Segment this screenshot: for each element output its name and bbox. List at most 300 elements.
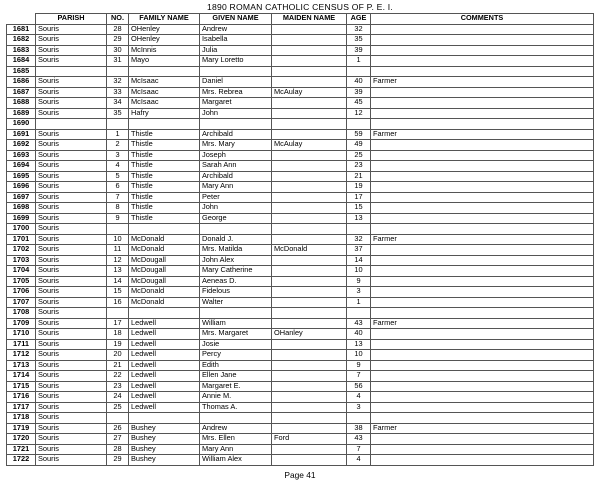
family-name-cell: Thistle (129, 213, 200, 224)
given-name-cell: Mrs. Matilda (200, 245, 272, 256)
maiden-name-cell (272, 371, 347, 382)
comments-cell (371, 297, 594, 308)
maiden-name-cell (272, 77, 347, 88)
row-number: 1716 (7, 392, 36, 403)
family-name-cell: Ledwell (129, 392, 200, 403)
parish-cell: Souris (36, 423, 107, 434)
comments-cell (371, 371, 594, 382)
no-cell: 29 (107, 455, 129, 466)
no-cell: 23 (107, 381, 129, 392)
maiden-name-cell (272, 150, 347, 161)
maiden-name-cell (272, 45, 347, 56)
row-number: 1684 (7, 56, 36, 67)
given-name-cell: Sarah Ann (200, 161, 272, 172)
parish-cell: Souris (36, 87, 107, 98)
given-name-cell: Daniel (200, 77, 272, 88)
table-row (7, 276, 594, 287)
family-name-cell: McDonald (129, 234, 200, 245)
no-cell: 13 (107, 266, 129, 277)
comments-cell (371, 140, 594, 151)
parish-cell: Souris (36, 402, 107, 413)
family-name-cell: McDougall (129, 276, 200, 287)
age-cell: 39 (347, 87, 371, 98)
parish-cell: Souris (36, 392, 107, 403)
comments-cell (371, 161, 594, 172)
no-cell: 31 (107, 56, 129, 67)
row-number: 1696 (7, 182, 36, 193)
age-cell (347, 119, 371, 130)
maiden-name-cell (272, 402, 347, 413)
no-cell: 1 (107, 129, 129, 140)
comments-cell (371, 266, 594, 277)
table-row (7, 245, 594, 256)
row-number: 1711 (7, 339, 36, 350)
maiden-name-cell (272, 266, 347, 277)
no-cell: 21 (107, 360, 129, 371)
row-number: 1710 (7, 329, 36, 340)
no-cell: 28 (107, 24, 129, 35)
maiden-name-cell (272, 360, 347, 371)
row-number: 1706 (7, 287, 36, 298)
family-name-cell: McDougall (129, 266, 200, 277)
row-number: 1701 (7, 234, 36, 245)
no-cell: 14 (107, 276, 129, 287)
table-row (7, 266, 594, 277)
table-row (7, 150, 594, 161)
parish-cell: Souris (36, 360, 107, 371)
given-name-cell: Isabella (200, 35, 272, 46)
maiden-name-cell (272, 297, 347, 308)
family-name-cell: Ledwell (129, 350, 200, 361)
given-name-cell: Mrs. Ellen (200, 434, 272, 445)
parish-cell: Souris (36, 56, 107, 67)
row-number: 1719 (7, 423, 36, 434)
comments-cell (371, 66, 594, 77)
row-number: 1713 (7, 360, 36, 371)
row-number: 1691 (7, 129, 36, 140)
family-name-cell: Mayo (129, 56, 200, 67)
age-cell: 7 (347, 444, 371, 455)
parish-cell: Souris (36, 108, 107, 119)
family-name-cell: McIsaac (129, 98, 200, 109)
comments-cell (371, 213, 594, 224)
family-name-cell: Ledwell (129, 402, 200, 413)
age-cell: 13 (347, 213, 371, 224)
table-row (7, 35, 594, 46)
table-row (7, 392, 594, 403)
family-name-cell: Ledwell (129, 381, 200, 392)
age-cell: 9 (347, 360, 371, 371)
maiden-name-cell (272, 203, 347, 214)
parish-cell: Souris (36, 161, 107, 172)
maiden-name-cell (272, 119, 347, 130)
age-cell: 19 (347, 182, 371, 193)
table-row (7, 234, 594, 245)
census-body (7, 24, 594, 465)
table-row (7, 297, 594, 308)
no-cell: 11 (107, 245, 129, 256)
given-name-cell: Aeneas D. (200, 276, 272, 287)
no-cell: 3 (107, 150, 129, 161)
no-cell: 24 (107, 392, 129, 403)
comments-cell: Farmer (371, 318, 594, 329)
parish-cell: Souris (36, 182, 107, 193)
comments-cell (371, 413, 594, 424)
comments-cell (371, 203, 594, 214)
maiden-name-cell (272, 318, 347, 329)
maiden-name-cell (272, 224, 347, 235)
comments-cell (371, 182, 594, 193)
no-cell: 20 (107, 350, 129, 361)
age-cell: 17 (347, 192, 371, 203)
comments-cell (371, 171, 594, 182)
no-cell: 5 (107, 171, 129, 182)
no-cell: 27 (107, 434, 129, 445)
row-number: 1712 (7, 350, 36, 361)
row-number: 1722 (7, 455, 36, 466)
maiden-name-cell (272, 108, 347, 119)
given-name-cell: John Alex (200, 255, 272, 266)
parish-cell: Souris (36, 444, 107, 455)
table-row (7, 339, 594, 350)
given-name-cell: Josie (200, 339, 272, 350)
given-name-cell: Mrs. Mary (200, 140, 272, 151)
comments-cell (371, 56, 594, 67)
no-cell: 33 (107, 87, 129, 98)
table-row (7, 182, 594, 193)
row-number: 1708 (7, 308, 36, 319)
comments-cell (371, 245, 594, 256)
given-name-cell: Andrew (200, 24, 272, 35)
row-number: 1690 (7, 119, 36, 130)
age-cell: 4 (347, 455, 371, 466)
no-cell: 29 (107, 35, 129, 46)
age-cell (347, 413, 371, 424)
comments-cell (371, 119, 594, 130)
family-name-cell: Ledwell (129, 360, 200, 371)
maiden-name-cell (272, 423, 347, 434)
given-name-cell: Walter (200, 297, 272, 308)
parish-cell: Souris (36, 287, 107, 298)
row-number: 1685 (7, 66, 36, 77)
table-row (7, 98, 594, 109)
age-cell: 40 (347, 329, 371, 340)
maiden-name-cell (272, 182, 347, 193)
age-cell: 21 (347, 171, 371, 182)
column-header-age: AGE (347, 14, 371, 25)
row-number: 1689 (7, 108, 36, 119)
maiden-name-cell (272, 98, 347, 109)
age-cell: 23 (347, 161, 371, 172)
parish-cell: Souris (36, 140, 107, 151)
comments-cell (371, 444, 594, 455)
row-number: 1694 (7, 161, 36, 172)
given-name-cell (200, 66, 272, 77)
row-number: 1682 (7, 35, 36, 46)
table-row (7, 318, 594, 329)
no-cell: 17 (107, 318, 129, 329)
family-name-cell (129, 66, 200, 77)
age-cell: 40 (347, 77, 371, 88)
comments-cell (371, 381, 594, 392)
no-cell: 9 (107, 213, 129, 224)
table-row (7, 350, 594, 361)
parish-cell: Souris (36, 192, 107, 203)
family-name-cell: Hafry (129, 108, 200, 119)
given-name-cell: John (200, 108, 272, 119)
comments-cell (371, 108, 594, 119)
given-name-cell: Mrs. Rebrea (200, 87, 272, 98)
family-name-cell: McDonald (129, 245, 200, 256)
given-name-cell: Annie M. (200, 392, 272, 403)
column-header-comments: COMMENTS (371, 14, 594, 25)
comments-cell (371, 224, 594, 235)
given-name-cell: Andrew (200, 423, 272, 434)
age-cell: 4 (347, 392, 371, 403)
comments-cell: Farmer (371, 234, 594, 245)
table-row (7, 255, 594, 266)
comments-cell (371, 24, 594, 35)
comments-cell (371, 35, 594, 46)
page-number: Page 41 (284, 470, 316, 480)
column-header-maiden-name: MAIDEN NAME (272, 14, 347, 25)
parish-cell: Souris (36, 98, 107, 109)
parish-cell: Souris (36, 77, 107, 88)
given-name-cell: Mrs. Margaret (200, 329, 272, 340)
maiden-name-cell (272, 171, 347, 182)
no-cell: 2 (107, 140, 129, 151)
family-name-cell: OHenley (129, 24, 200, 35)
maiden-name-cell (272, 455, 347, 466)
row-number: 1720 (7, 434, 36, 445)
parish-cell: Souris (36, 308, 107, 319)
given-name-cell: Margaret E. (200, 381, 272, 392)
given-name-cell (200, 119, 272, 130)
table-row (7, 371, 594, 382)
comments-cell (371, 329, 594, 340)
maiden-name-cell (272, 24, 347, 35)
family-name-cell (129, 308, 200, 319)
age-cell: 13 (347, 339, 371, 350)
row-number: 1709 (7, 318, 36, 329)
family-name-cell: McInnis (129, 45, 200, 56)
given-name-cell: Margaret (200, 98, 272, 109)
comments-cell: Farmer (371, 423, 594, 434)
comments-cell (371, 276, 594, 287)
table-row (7, 66, 594, 77)
comments-cell (371, 287, 594, 298)
parish-cell (36, 66, 107, 77)
family-name-cell: Ledwell (129, 339, 200, 350)
table-row (7, 434, 594, 445)
age-cell: 37 (347, 245, 371, 256)
maiden-name-cell (272, 413, 347, 424)
no-cell: 28 (107, 444, 129, 455)
age-cell: 32 (347, 24, 371, 35)
no-cell (107, 224, 129, 235)
family-name-cell (129, 224, 200, 235)
table-row (7, 444, 594, 455)
maiden-name-cell (272, 129, 347, 140)
parish-cell: Souris (36, 150, 107, 161)
no-cell (107, 119, 129, 130)
age-cell: 12 (347, 108, 371, 119)
family-name-cell: McDonald (129, 287, 200, 298)
comments-cell (371, 87, 594, 98)
maiden-name-cell (272, 35, 347, 46)
no-cell (107, 66, 129, 77)
parish-cell: Souris (36, 350, 107, 361)
given-name-cell: William (200, 318, 272, 329)
table-row (7, 213, 594, 224)
maiden-name-cell (272, 339, 347, 350)
row-number: 1686 (7, 77, 36, 88)
comments-cell (371, 360, 594, 371)
comments-cell (371, 308, 594, 319)
maiden-name-cell (272, 381, 347, 392)
table-row (7, 171, 594, 182)
given-name-cell: Mary Ann (200, 182, 272, 193)
family-name-cell (129, 413, 200, 424)
comments-cell (371, 402, 594, 413)
age-cell: 10 (347, 350, 371, 361)
row-number: 1714 (7, 371, 36, 382)
age-cell: 35 (347, 35, 371, 46)
given-name-cell: Joseph (200, 150, 272, 161)
family-name-cell: Thistle (129, 161, 200, 172)
family-name-cell: Thistle (129, 192, 200, 203)
row-number: 1703 (7, 255, 36, 266)
table-row (7, 287, 594, 298)
maiden-name-cell (272, 213, 347, 224)
header-row (7, 14, 594, 25)
age-cell: 56 (347, 381, 371, 392)
family-name-cell: OHenley (129, 35, 200, 46)
table-row (7, 381, 594, 392)
no-cell: 35 (107, 108, 129, 119)
row-number: 1687 (7, 87, 36, 98)
row-number: 1718 (7, 413, 36, 424)
row-number: 1693 (7, 150, 36, 161)
parish-cell: Souris (36, 434, 107, 445)
given-name-cell: Mary Ann (200, 444, 272, 455)
no-cell: 19 (107, 339, 129, 350)
age-cell: 3 (347, 287, 371, 298)
age-cell: 3 (347, 402, 371, 413)
family-name-cell: Thistle (129, 129, 200, 140)
comments-cell (371, 339, 594, 350)
parish-cell: Souris (36, 318, 107, 329)
family-name-cell: McDonald (129, 297, 200, 308)
table-row (7, 108, 594, 119)
comments-cell (371, 350, 594, 361)
age-cell: 49 (347, 140, 371, 151)
maiden-name-cell (272, 392, 347, 403)
no-cell: 8 (107, 203, 129, 214)
row-number: 1707 (7, 297, 36, 308)
table-row (7, 192, 594, 203)
parish-cell: Souris (36, 171, 107, 182)
age-cell: 1 (347, 56, 371, 67)
no-cell: 4 (107, 161, 129, 172)
maiden-name-cell: McDonald (272, 245, 347, 256)
given-name-cell (200, 224, 272, 235)
row-number: 1721 (7, 444, 36, 455)
table-row (7, 308, 594, 319)
parish-cell: Souris (36, 329, 107, 340)
maiden-name-cell (272, 308, 347, 319)
given-name-cell: Edith (200, 360, 272, 371)
age-cell: 9 (347, 276, 371, 287)
no-cell: 15 (107, 287, 129, 298)
page-title: 1890 ROMAN CATHOLIC CENSUS OF P. E. I. (207, 2, 393, 12)
header-corner (7, 14, 36, 25)
maiden-name-cell (272, 56, 347, 67)
row-number: 1705 (7, 276, 36, 287)
given-name-cell: Thomas A. (200, 402, 272, 413)
age-cell (347, 66, 371, 77)
no-cell: 16 (107, 297, 129, 308)
comments-cell (371, 192, 594, 203)
maiden-name-cell (272, 444, 347, 455)
family-name-cell: Ledwell (129, 318, 200, 329)
table-row (7, 129, 594, 140)
age-cell: 45 (347, 98, 371, 109)
given-name-cell: Mary Loretto (200, 56, 272, 67)
family-name-cell: Bushey (129, 455, 200, 466)
age-cell: 43 (347, 434, 371, 445)
maiden-name-cell (272, 255, 347, 266)
no-cell: 26 (107, 423, 129, 434)
table-row (7, 24, 594, 35)
maiden-name-cell (272, 161, 347, 172)
maiden-name-cell: OHanley (272, 329, 347, 340)
given-name-cell: Percy (200, 350, 272, 361)
given-name-cell (200, 308, 272, 319)
table-row (7, 161, 594, 172)
row-number: 1717 (7, 402, 36, 413)
no-cell: 18 (107, 329, 129, 340)
age-cell: 1 (347, 297, 371, 308)
age-cell: 39 (347, 45, 371, 56)
row-number: 1688 (7, 98, 36, 109)
census-table (6, 13, 594, 466)
table-row (7, 413, 594, 424)
no-cell: 30 (107, 45, 129, 56)
parish-cell: Souris (36, 234, 107, 245)
parish-cell: Souris (36, 24, 107, 35)
column-header-no: NO. (107, 14, 129, 25)
comments-cell (371, 392, 594, 403)
table-row (7, 203, 594, 214)
age-cell: 25 (347, 150, 371, 161)
row-number: 1683 (7, 45, 36, 56)
age-cell (347, 308, 371, 319)
column-header-parish: PARISH (36, 14, 107, 25)
given-name-cell: Archibald (200, 129, 272, 140)
parish-cell: Souris (36, 255, 107, 266)
comments-cell (371, 45, 594, 56)
comments-cell (371, 434, 594, 445)
given-name-cell: George (200, 213, 272, 224)
comments-cell (371, 150, 594, 161)
family-name-cell: Ledwell (129, 371, 200, 382)
parish-cell (36, 119, 107, 130)
row-number: 1715 (7, 381, 36, 392)
table-row (7, 423, 594, 434)
given-name-cell: John (200, 203, 272, 214)
age-cell: 43 (347, 318, 371, 329)
